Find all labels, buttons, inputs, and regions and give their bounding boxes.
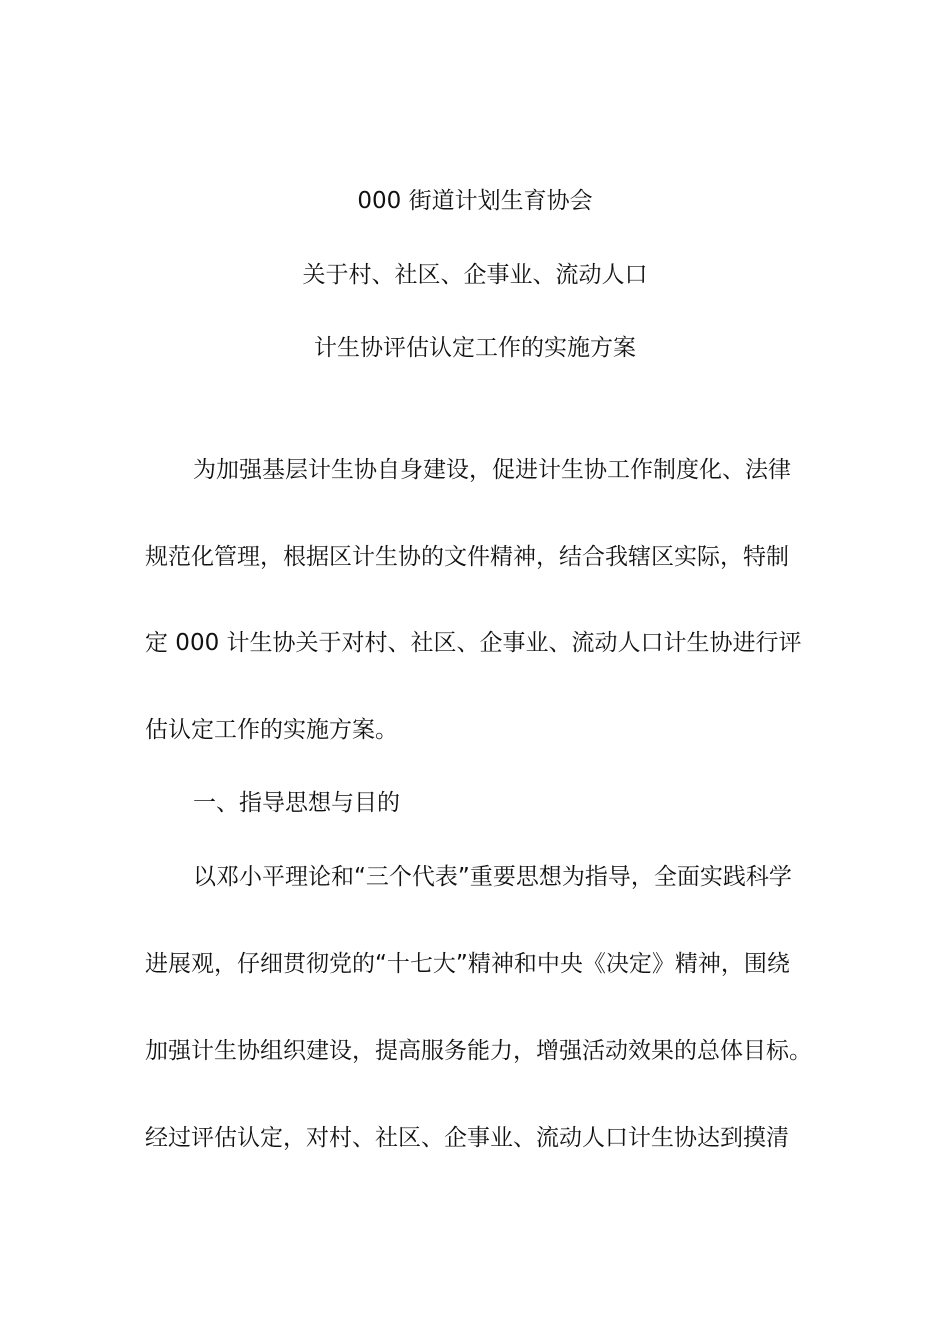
title-line-1: 000 街道计划生育协会 xyxy=(357,188,593,214)
paragraph-2-line-4: 经过评估认定，对村、社区、企事业、流动人口计生协达到摸清 xyxy=(145,1125,789,1151)
paragraph-2-line-3: 加强计生协组织建设，提高服务能力，增强活动效果的总体目标。 xyxy=(145,1038,812,1064)
paragraph-1-line-2: 规范化管理，根据区计生协的文件精神，结合我辖区实际，特制 xyxy=(145,544,789,570)
section-heading-1: 一、指导思想与目的 xyxy=(193,790,400,816)
paragraph-1-line-4: 估认定工作的实施方案。 xyxy=(145,717,398,743)
paragraph-1-line-3: 定 000 计生协关于对村、社区、企事业、流动人口计生协进行评 xyxy=(145,630,802,656)
paragraph-2-line-1: 以邓小平理论和“三个代表”重要思想为指导，全面实践科学 xyxy=(193,864,792,890)
paragraph-1-line-1: 为加强基层计生协自身建设，促进计生协工作制度化、法律 xyxy=(193,457,791,483)
title-line-2: 关于村、社区、企事业、流动人口 xyxy=(302,262,648,288)
title-line-3: 计生协评估认定工作的实施方案 xyxy=(314,335,636,361)
paragraph-2-line-2: 进展观，仔细贯彻党的“十七大”精神和中央《决定》精神，围绕 xyxy=(145,951,790,977)
